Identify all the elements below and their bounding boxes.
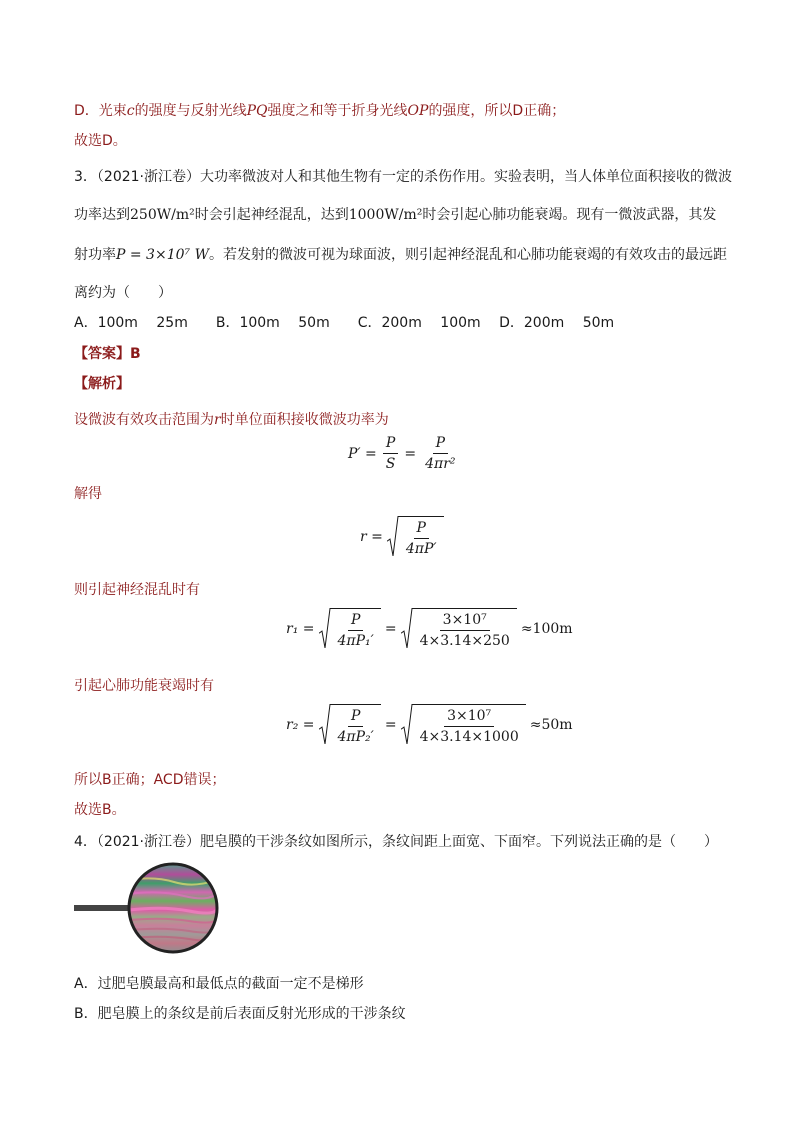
denominator: 4πr² — [425, 456, 456, 472]
q3-line-3 — [74, 245, 727, 265]
var-r: r — [214, 412, 221, 428]
text-segment: 的强度与反射光线 — [134, 103, 247, 119]
denominator: 4×3.14×1000 — [419, 729, 519, 745]
equals-sign: = — [384, 717, 397, 733]
soap-film-icon — [74, 858, 220, 958]
q3-options: A．100m 25m B．100m 50m C．200m 100m D．200m 50m — [74, 315, 615, 331]
text-segment: D．光束 — [74, 103, 127, 119]
numerator: P — [414, 519, 429, 539]
square-root — [401, 608, 517, 650]
analysis-label: 【解析】 — [74, 376, 130, 392]
text-segment: 射功率 — [74, 247, 116, 263]
fraction — [335, 707, 377, 746]
denominator: 4πP₁′ — [337, 633, 374, 649]
denominator: 4πP′ — [405, 541, 437, 557]
equation-r1 — [286, 608, 573, 650]
fraction — [383, 434, 399, 473]
numerator: P — [348, 611, 363, 631]
answer-label: 【答案】B — [74, 346, 141, 362]
square-root — [319, 608, 381, 650]
text-segment: 。若发射的微波可视为球面波，则引起神经混乱和心肺功能衰竭的有效攻击的最远距 — [208, 247, 727, 263]
equals-sign: = — [384, 621, 397, 637]
q4-stem: 4．（2021·浙江卷）肥皂膜的干涉条纹如图所示，条纹间距上面宽、下面窄。下列说法正确的是（ ） — [74, 834, 718, 850]
solution-line-6: 故选B。 — [74, 802, 126, 818]
var-pq: PQ — [246, 103, 268, 119]
text-segment: 功率达到 — [74, 207, 130, 223]
text-segment: 时单位面积接收微波功率为 — [220, 412, 389, 428]
q3-line-1: 3．（2021·浙江卷）大功率微波对人和其他生物有一定的杀伤作用。实验表明，当人体单位面积接收的微波 — [74, 169, 732, 185]
value-1000: 1000W/m² — [348, 207, 423, 223]
equals-sign: = — [404, 445, 417, 462]
solution-line-3: 则引起神经混乱时有 — [74, 582, 200, 598]
choose-d-line: 故选D。 — [74, 133, 127, 149]
result: ≈100m — [520, 621, 573, 637]
var-c: c — [126, 103, 135, 119]
numerator: P — [433, 434, 448, 454]
eq-lhs: r₁ = — [286, 621, 315, 637]
solution-solve-label: 解得 — [74, 486, 102, 502]
denominator: S — [385, 456, 396, 472]
denominator: 4×3.14×250 — [419, 633, 510, 649]
square-root — [387, 516, 444, 558]
radical-sign-icon — [387, 516, 399, 558]
fraction — [417, 707, 522, 746]
var-op: OP — [407, 103, 429, 119]
fraction — [422, 434, 458, 473]
text-segment: 时会引起神经混乱，达到 — [194, 207, 349, 223]
soap-film-figure — [74, 858, 220, 958]
numerator: 3×10⁷ — [440, 611, 490, 631]
radical-sign-icon — [319, 704, 331, 746]
radical-sign-icon — [401, 704, 413, 746]
power-equation: P = 3×10⁷ W — [116, 247, 209, 263]
text-segment: 时会引起心肺功能衰竭。现有一微波武器，其发 — [422, 207, 717, 223]
radical-sign-icon — [319, 608, 331, 650]
denominator: 4πP₂′ — [337, 729, 374, 745]
value-250: 250W/m² — [130, 207, 195, 223]
square-root — [401, 704, 526, 746]
q3-line-4: 离约为（ ） — [74, 285, 172, 301]
solution-line-4: 引起心肺功能衰竭时有 — [74, 678, 214, 694]
fraction — [403, 519, 440, 558]
solution-line-1 — [74, 410, 389, 430]
equation-r2 — [286, 704, 573, 746]
eq-lhs: P′ = — [348, 445, 377, 462]
text-segment: 强度之和等于折身光线 — [267, 103, 408, 119]
text-segment: 的强度，所以D正确； — [428, 103, 566, 119]
q3-line-2 — [74, 205, 716, 225]
text-segment: 设微波有效攻击范围为 — [74, 412, 214, 428]
fraction — [335, 611, 377, 650]
solution-d-line — [74, 101, 565, 121]
eq-lhs: r = — [360, 529, 383, 545]
equation-r — [360, 516, 444, 558]
equation-power-density — [348, 434, 461, 473]
eq-lhs: r₂ = — [286, 717, 315, 733]
square-root — [319, 704, 381, 746]
radical-sign-icon — [401, 608, 413, 650]
numerator: 3×10⁷ — [444, 707, 494, 727]
numerator: P — [383, 434, 398, 454]
q4-option-a: A．过肥皂膜最高和最低点的截面一定不是梯形 — [74, 976, 364, 992]
q4-option-b: B．肥皂膜上的条纹是前后表面反射光形成的干涉条纹 — [74, 1006, 406, 1022]
result: ≈50m — [529, 717, 573, 733]
numerator: P — [348, 707, 363, 727]
fraction — [417, 611, 513, 650]
solution-line-5: 所以B正确；ACD错误； — [74, 772, 226, 788]
